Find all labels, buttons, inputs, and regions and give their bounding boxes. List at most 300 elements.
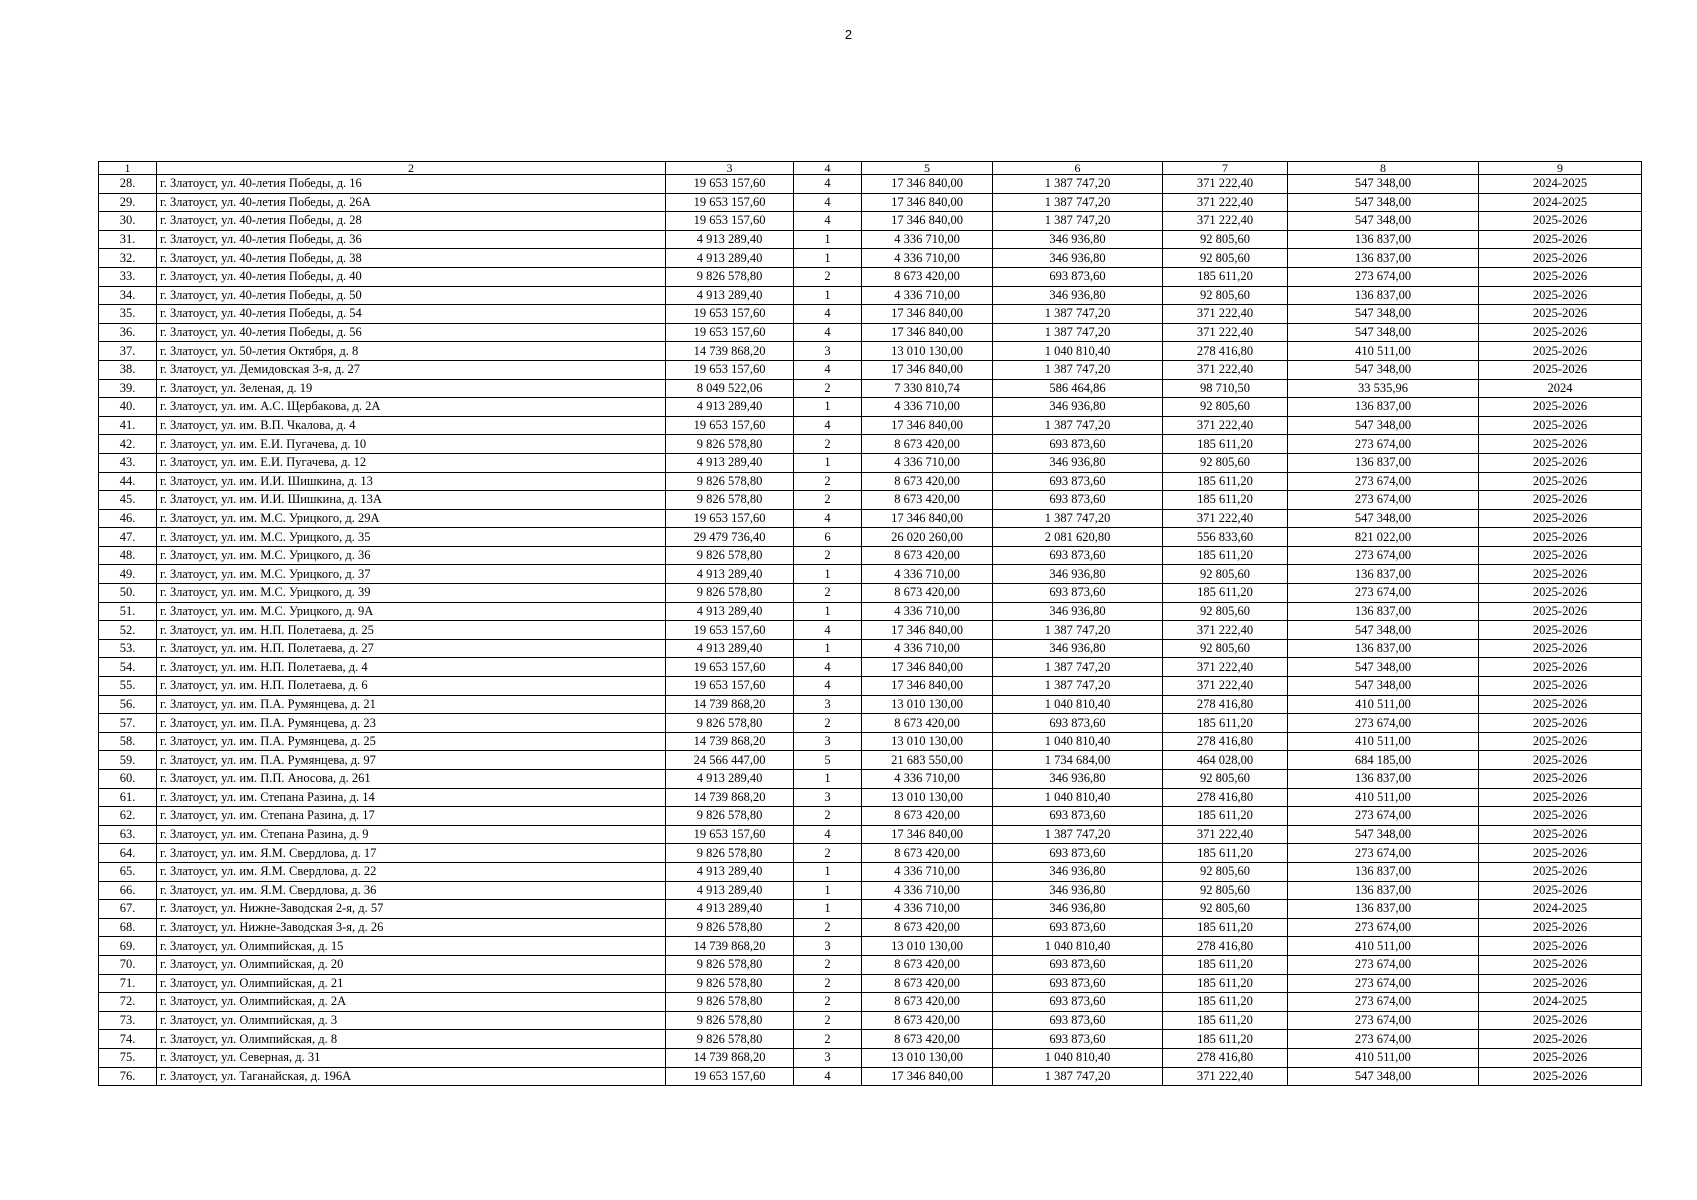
table-cell-period: 2025-2026 — [1479, 323, 1642, 342]
table-cell-period: 2025-2026 — [1479, 788, 1642, 807]
table-cell-total: 9 826 578,80 — [666, 844, 794, 863]
table-cell-main: 4 336 710,00 — [862, 453, 993, 472]
table-cell-num: 60. — [99, 770, 157, 789]
table-cell-num: 57. — [99, 714, 157, 733]
table-cell-c8: 136 837,00 — [1288, 453, 1479, 472]
table-cell-period: 2025-2026 — [1479, 955, 1642, 974]
table-cell-c6: 693 873,60 — [993, 955, 1163, 974]
table-cell-c7: 185 611,20 — [1163, 807, 1288, 826]
table-cell-addr: г. Златоуст, ул. Нижне-Заводская 2-я, д. 57 — [157, 900, 666, 919]
table-cell-addr: г. Златоуст, ул. им. В.П. Чкалова, д. 4 — [157, 416, 666, 435]
column-number-2: 2 — [157, 162, 666, 175]
table-cell-period: 2025-2026 — [1479, 584, 1642, 603]
table-cell-total: 9 826 578,80 — [666, 974, 794, 993]
table-cell-c7: 92 805,60 — [1163, 602, 1288, 621]
table-row — [99, 230, 1642, 249]
table-cell-count: 1 — [794, 881, 862, 900]
table-cell-period: 2025-2026 — [1479, 1030, 1642, 1049]
table-cell-c6: 346 936,80 — [993, 565, 1163, 584]
table-cell-period: 2025-2026 — [1479, 491, 1642, 510]
table-cell-c7: 278 416,80 — [1163, 342, 1288, 361]
table-cell-period: 2025-2026 — [1479, 416, 1642, 435]
table-cell-c7: 371 222,40 — [1163, 360, 1288, 379]
table-cell-c6: 1 387 747,20 — [993, 1067, 1163, 1086]
table-cell-addr: г. Златоуст, ул. Олимпийская, д. 20 — [157, 955, 666, 974]
table-cell-main: 8 673 420,00 — [862, 1030, 993, 1049]
table-cell-num: 35. — [99, 305, 157, 324]
table-cell-addr: г. Златоуст, ул. Олимпийская, д. 2А — [157, 993, 666, 1012]
table-cell-total: 19 653 157,60 — [666, 323, 794, 342]
table-cell-addr: г. Златоуст, ул. им. Е.И. Пугачева, д. 10 — [157, 435, 666, 454]
table-cell-addr: г. Златоуст, ул. им. Н.П. Полетаева, д. 25 — [157, 621, 666, 640]
table-cell-main: 21 683 550,00 — [862, 751, 993, 770]
table-cell-main: 4 336 710,00 — [862, 565, 993, 584]
table-cell-count: 2 — [794, 714, 862, 733]
table-cell-c8: 547 348,00 — [1288, 175, 1479, 194]
table-cell-c6: 693 873,60 — [993, 472, 1163, 491]
table-row — [99, 175, 1642, 194]
table-cell-total: 24 566 447,00 — [666, 751, 794, 770]
table-cell-total: 9 826 578,80 — [666, 807, 794, 826]
table-row — [99, 695, 1642, 714]
table-cell-main: 8 673 420,00 — [862, 584, 993, 603]
table-cell-num: 36. — [99, 323, 157, 342]
table-cell-main: 17 346 840,00 — [862, 621, 993, 640]
table-cell-num: 44. — [99, 472, 157, 491]
table-cell-total: 4 913 289,40 — [666, 230, 794, 249]
table-cell-period: 2025-2026 — [1479, 844, 1642, 863]
table-cell-num: 48. — [99, 546, 157, 565]
table-cell-c8: 273 674,00 — [1288, 955, 1479, 974]
table-row — [99, 472, 1642, 491]
table-cell-c7: 185 611,20 — [1163, 844, 1288, 863]
table-cell-num: 58. — [99, 732, 157, 751]
table-cell-main: 4 336 710,00 — [862, 639, 993, 658]
table-cell-num: 40. — [99, 398, 157, 417]
table-row — [99, 546, 1642, 565]
table-cell-count: 2 — [794, 546, 862, 565]
table-cell-main: 8 673 420,00 — [862, 807, 993, 826]
table-cell-count: 1 — [794, 900, 862, 919]
table-cell-main: 17 346 840,00 — [862, 1067, 993, 1086]
table-cell-c6: 1 040 810,40 — [993, 1048, 1163, 1067]
table-cell-count: 4 — [794, 175, 862, 194]
table-cell-total: 19 653 157,60 — [666, 509, 794, 528]
table-cell-c8: 684 185,00 — [1288, 751, 1479, 770]
table-row — [99, 528, 1642, 547]
table-cell-num: 53. — [99, 639, 157, 658]
table-cell-total: 4 913 289,40 — [666, 881, 794, 900]
table-cell-c7: 371 222,40 — [1163, 509, 1288, 528]
table-cell-addr: г. Златоуст, ул. 40-летия Победы, д. 38 — [157, 249, 666, 268]
table-cell-c7: 185 611,20 — [1163, 955, 1288, 974]
table-cell-c8: 273 674,00 — [1288, 714, 1479, 733]
table-cell-c6: 1 387 747,20 — [993, 677, 1163, 696]
table-cell-c8: 410 511,00 — [1288, 1048, 1479, 1067]
table-cell-total: 4 913 289,40 — [666, 602, 794, 621]
table-cell-c6: 693 873,60 — [993, 844, 1163, 863]
table-cell-c7: 92 805,60 — [1163, 286, 1288, 305]
table-cell-c7: 185 611,20 — [1163, 974, 1288, 993]
table-cell-c8: 273 674,00 — [1288, 584, 1479, 603]
table-cell-total: 4 913 289,40 — [666, 900, 794, 919]
table-cell-period: 2025-2026 — [1479, 249, 1642, 268]
table-cell-period: 2025-2026 — [1479, 230, 1642, 249]
table-cell-addr: г. Златоуст, ул. им. М.С. Урицкого, д. 36 — [157, 546, 666, 565]
table-cell-main: 17 346 840,00 — [862, 677, 993, 696]
table-cell-count: 1 — [794, 602, 862, 621]
table-cell-addr: г. Златоуст, ул. им. А.С. Щербакова, д. 2А — [157, 398, 666, 417]
table-cell-period: 2025-2026 — [1479, 621, 1642, 640]
table-cell-period: 2025-2026 — [1479, 658, 1642, 677]
column-number-8: 8 — [1288, 162, 1479, 175]
table-cell-c7: 185 611,20 — [1163, 993, 1288, 1012]
table-row — [99, 993, 1642, 1012]
table-cell-c8: 547 348,00 — [1288, 360, 1479, 379]
table-cell-main: 8 673 420,00 — [862, 844, 993, 863]
table-cell-num: 62. — [99, 807, 157, 826]
table-cell-addr: г. Златоуст, ул. 40-летия Победы, д. 26А — [157, 193, 666, 212]
table-cell-period: 2025-2026 — [1479, 1067, 1642, 1086]
table-cell-c8: 547 348,00 — [1288, 323, 1479, 342]
table-cell-count: 4 — [794, 1067, 862, 1086]
table-cell-c7: 92 805,60 — [1163, 565, 1288, 584]
table-cell-c8: 273 674,00 — [1288, 267, 1479, 286]
table-row — [99, 286, 1642, 305]
table-cell-num: 61. — [99, 788, 157, 807]
table-cell-count: 2 — [794, 974, 862, 993]
table-cell-c6: 346 936,80 — [993, 453, 1163, 472]
table-cell-count: 1 — [794, 286, 862, 305]
table-row — [99, 658, 1642, 677]
table-cell-c6: 1 387 747,20 — [993, 212, 1163, 231]
table-cell-c8: 33 535,96 — [1288, 379, 1479, 398]
table-cell-count: 3 — [794, 788, 862, 807]
table-cell-addr: г. Златоуст, ул. им. Н.П. Полетаева, д. 6 — [157, 677, 666, 696]
table-cell-period: 2025-2026 — [1479, 267, 1642, 286]
table-cell-count: 4 — [794, 305, 862, 324]
table-cell-total: 9 826 578,80 — [666, 546, 794, 565]
table-cell-total: 19 653 157,60 — [666, 677, 794, 696]
table-cell-c7: 92 805,60 — [1163, 862, 1288, 881]
table-cell-c8: 273 674,00 — [1288, 435, 1479, 454]
table-row — [99, 825, 1642, 844]
table-cell-count: 1 — [794, 565, 862, 584]
table-row — [99, 1067, 1642, 1086]
table-cell-c8: 273 674,00 — [1288, 807, 1479, 826]
table-cell-c6: 346 936,80 — [993, 900, 1163, 919]
table-cell-period: 2025-2026 — [1479, 937, 1642, 956]
table-cell-period: 2025-2026 — [1479, 509, 1642, 528]
table-cell-main: 17 346 840,00 — [862, 193, 993, 212]
table-cell-total: 9 826 578,80 — [666, 955, 794, 974]
table-cell-count: 1 — [794, 398, 862, 417]
table-cell-c8: 547 348,00 — [1288, 193, 1479, 212]
table-cell-addr: г. Златоуст, ул. им. М.С. Урицкого, д. 39 — [157, 584, 666, 603]
table-cell-period: 2025-2026 — [1479, 398, 1642, 417]
table-cell-total: 14 739 868,20 — [666, 342, 794, 361]
table-cell-c8: 136 837,00 — [1288, 398, 1479, 417]
table-cell-count: 1 — [794, 453, 862, 472]
table-cell-count: 2 — [794, 993, 862, 1012]
table-cell-c7: 92 805,60 — [1163, 230, 1288, 249]
table-cell-c7: 92 805,60 — [1163, 639, 1288, 658]
table-cell-c6: 693 873,60 — [993, 918, 1163, 937]
column-number-7: 7 — [1163, 162, 1288, 175]
table-cell-num: 66. — [99, 881, 157, 900]
table-cell-main: 8 673 420,00 — [862, 918, 993, 937]
table-cell-main: 4 336 710,00 — [862, 249, 993, 268]
table-row — [99, 621, 1642, 640]
table-cell-num: 52. — [99, 621, 157, 640]
table-cell-c6: 346 936,80 — [993, 398, 1163, 417]
table-cell-num: 37. — [99, 342, 157, 361]
page-number: 2 — [844, 27, 853, 42]
table-cell-c8: 410 511,00 — [1288, 788, 1479, 807]
table-cell-count: 2 — [794, 955, 862, 974]
table-cell-c6: 693 873,60 — [993, 584, 1163, 603]
table-cell-total: 19 653 157,60 — [666, 212, 794, 231]
table-cell-c6: 1 387 747,20 — [993, 323, 1163, 342]
table-cell-num: 70. — [99, 955, 157, 974]
table-cell-count: 3 — [794, 342, 862, 361]
table-cell-c8: 136 837,00 — [1288, 602, 1479, 621]
table-cell-count: 2 — [794, 267, 862, 286]
table-cell-period: 2025-2026 — [1479, 305, 1642, 324]
table-cell-period: 2024 — [1479, 379, 1642, 398]
table-cell-count: 3 — [794, 937, 862, 956]
table-cell-c7: 185 611,20 — [1163, 714, 1288, 733]
table-cell-c6: 693 873,60 — [993, 267, 1163, 286]
table-cell-addr: г. Златоуст, ул. Олимпийская, д. 21 — [157, 974, 666, 993]
table-row — [99, 639, 1642, 658]
table-cell-total: 19 653 157,60 — [666, 175, 794, 194]
table-cell-total: 14 739 868,20 — [666, 695, 794, 714]
table-cell-c6: 1 387 747,20 — [993, 509, 1163, 528]
table-cell-period: 2024-2025 — [1479, 175, 1642, 194]
table-cell-c7: 278 416,80 — [1163, 695, 1288, 714]
table-cell-main: 4 336 710,00 — [862, 602, 993, 621]
table-row — [99, 249, 1642, 268]
table-row — [99, 602, 1642, 621]
table-cell-total: 19 653 157,60 — [666, 621, 794, 640]
table-cell-addr: г. Златоуст, ул. им. Я.М. Свердлова, д. 22 — [157, 862, 666, 881]
table-cell-c7: 185 611,20 — [1163, 267, 1288, 286]
table-row — [99, 416, 1642, 435]
table-cell-count: 2 — [794, 918, 862, 937]
table-cell-addr: г. Златоуст, ул. 50-летия Октября, д. 8 — [157, 342, 666, 361]
table-cell-c8: 136 837,00 — [1288, 770, 1479, 789]
table-cell-num: 75. — [99, 1048, 157, 1067]
table-cell-addr: г. Златоуст, ул. им. Я.М. Свердлова, д. 17 — [157, 844, 666, 863]
table-cell-c7: 185 611,20 — [1163, 1030, 1288, 1049]
table-cell-c7: 371 222,40 — [1163, 658, 1288, 677]
table-cell-c7: 371 222,40 — [1163, 677, 1288, 696]
table-cell-period: 2025-2026 — [1479, 770, 1642, 789]
table-cell-addr: г. Златоуст, ул. им. М.С. Урицкого, д. 35 — [157, 528, 666, 547]
table-cell-num: 34. — [99, 286, 157, 305]
table-row — [99, 732, 1642, 751]
table-cell-period: 2025-2026 — [1479, 881, 1642, 900]
table-row — [99, 565, 1642, 584]
table-cell-c7: 371 222,40 — [1163, 175, 1288, 194]
table-cell-addr: г. Златоуст, ул. 40-летия Победы, д. 28 — [157, 212, 666, 231]
table-cell-period: 2025-2026 — [1479, 714, 1642, 733]
table-cell-c8: 273 674,00 — [1288, 993, 1479, 1012]
table-cell-count: 1 — [794, 230, 862, 249]
table-cell-count: 2 — [794, 1030, 862, 1049]
table-cell-period: 2025-2026 — [1479, 825, 1642, 844]
table-cell-addr: г. Златоуст, ул. 40-летия Победы, д. 54 — [157, 305, 666, 324]
table-cell-c6: 346 936,80 — [993, 639, 1163, 658]
table-cell-addr: г. Златоуст, ул. 40-летия Победы, д. 50 — [157, 286, 666, 305]
table-cell-c7: 371 222,40 — [1163, 416, 1288, 435]
table-cell-c7: 185 611,20 — [1163, 918, 1288, 937]
table-cell-num: 55. — [99, 677, 157, 696]
table-row — [99, 751, 1642, 770]
table-cell-count: 1 — [794, 249, 862, 268]
table-cell-c7: 185 611,20 — [1163, 1011, 1288, 1030]
table-cell-c8: 410 511,00 — [1288, 342, 1479, 361]
table-cell-count: 4 — [794, 193, 862, 212]
table-cell-c7: 185 611,20 — [1163, 546, 1288, 565]
table-row — [99, 584, 1642, 603]
table-cell-period: 2025-2026 — [1479, 602, 1642, 621]
table-cell-c7: 185 611,20 — [1163, 435, 1288, 454]
table-cell-total: 9 826 578,80 — [666, 1030, 794, 1049]
table-cell-count: 4 — [794, 416, 862, 435]
table-cell-count: 1 — [794, 862, 862, 881]
table-cell-num: 74. — [99, 1030, 157, 1049]
table-cell-count: 4 — [794, 658, 862, 677]
table-cell-c7: 185 611,20 — [1163, 584, 1288, 603]
table-cell-main: 13 010 130,00 — [862, 695, 993, 714]
table-cell-main: 13 010 130,00 — [862, 788, 993, 807]
table-cell-c8: 273 674,00 — [1288, 1030, 1479, 1049]
table-row — [99, 379, 1642, 398]
table-cell-period: 2024-2025 — [1479, 193, 1642, 212]
table-cell-period: 2025-2026 — [1479, 639, 1642, 658]
table-cell-main: 13 010 130,00 — [862, 732, 993, 751]
table-cell-total: 4 913 289,40 — [666, 286, 794, 305]
table-cell-count: 4 — [794, 825, 862, 844]
column-number-5: 5 — [862, 162, 993, 175]
table-row — [99, 862, 1642, 881]
table-cell-main: 13 010 130,00 — [862, 1048, 993, 1067]
table-cell-num: 32. — [99, 249, 157, 268]
table-cell-c8: 547 348,00 — [1288, 825, 1479, 844]
table-cell-c8: 410 511,00 — [1288, 937, 1479, 956]
table-cell-count: 4 — [794, 677, 862, 696]
table-cell-main: 4 336 710,00 — [862, 398, 993, 417]
table-row — [99, 453, 1642, 472]
table-cell-num: 54. — [99, 658, 157, 677]
table-cell-addr: г. Златоуст, ул. им. Степана Разина, д. 9 — [157, 825, 666, 844]
table-cell-addr: г. Златоуст, ул. им. М.С. Урицкого, д. 9А — [157, 602, 666, 621]
table-cell-main: 8 673 420,00 — [862, 714, 993, 733]
table-row — [99, 881, 1642, 900]
table-cell-c7: 278 416,80 — [1163, 1048, 1288, 1067]
table-cell-total: 29 479 736,40 — [666, 528, 794, 547]
table-cell-num: 38. — [99, 360, 157, 379]
table-cell-addr: г. Златоуст, ул. им. Я.М. Свердлова, д. 36 — [157, 881, 666, 900]
table-cell-main: 4 336 710,00 — [862, 900, 993, 919]
table-cell-c8: 410 511,00 — [1288, 732, 1479, 751]
table-cell-main: 17 346 840,00 — [862, 825, 993, 844]
table-cell-c7: 464 028,00 — [1163, 751, 1288, 770]
table-cell-c7: 371 222,40 — [1163, 212, 1288, 231]
table-row — [99, 193, 1642, 212]
table-cell-c6: 1 387 747,20 — [993, 360, 1163, 379]
table-cell-addr: г. Златоуст, ул. им. И.И. Шишкина, д. 13 — [157, 472, 666, 491]
table-cell-c6: 1 040 810,40 — [993, 788, 1163, 807]
table-cell-main: 17 346 840,00 — [862, 416, 993, 435]
table-row — [99, 360, 1642, 379]
table-cell-count: 2 — [794, 844, 862, 863]
table-cell-count: 2 — [794, 435, 862, 454]
table-cell-num: 76. — [99, 1067, 157, 1086]
table-cell-c8: 273 674,00 — [1288, 974, 1479, 993]
table-cell-addr: г. Златоуст, ул. им. П.А. Румянцева, д. 25 — [157, 732, 666, 751]
table-cell-main: 13 010 130,00 — [862, 937, 993, 956]
table-cell-c6: 346 936,80 — [993, 862, 1163, 881]
table-cell-num: 31. — [99, 230, 157, 249]
table-cell-period: 2025-2026 — [1479, 360, 1642, 379]
table-cell-c8: 547 348,00 — [1288, 1067, 1479, 1086]
table-cell-main: 17 346 840,00 — [862, 509, 993, 528]
table-cell-main: 17 346 840,00 — [862, 212, 993, 231]
table-cell-num: 64. — [99, 844, 157, 863]
table-cell-c6: 1 040 810,40 — [993, 937, 1163, 956]
column-number-9: 9 — [1479, 162, 1642, 175]
table-cell-main: 8 673 420,00 — [862, 267, 993, 286]
table-cell-num: 69. — [99, 937, 157, 956]
table-cell-num: 50. — [99, 584, 157, 603]
table-cell-num: 49. — [99, 565, 157, 584]
table-cell-period: 2024-2025 — [1479, 900, 1642, 919]
table-cell-addr: г. Златоуст, ул. Зеленая, д. 19 — [157, 379, 666, 398]
table-cell-main: 8 673 420,00 — [862, 974, 993, 993]
table-cell-period: 2025-2026 — [1479, 695, 1642, 714]
table-cell-total: 4 913 289,40 — [666, 770, 794, 789]
column-number-6: 6 — [993, 162, 1163, 175]
table-cell-total: 4 913 289,40 — [666, 565, 794, 584]
table-row — [99, 1011, 1642, 1030]
table-cell-num: 30. — [99, 212, 157, 231]
table-row — [99, 844, 1642, 863]
table-cell-addr: г. Златоуст, ул. им. Степана Разина, д. 17 — [157, 807, 666, 826]
table-cell-c7: 371 222,40 — [1163, 621, 1288, 640]
table-cell-c7: 92 805,60 — [1163, 900, 1288, 919]
table-cell-period: 2025-2026 — [1479, 546, 1642, 565]
table-cell-period: 2025-2026 — [1479, 1048, 1642, 1067]
table-cell-count: 3 — [794, 695, 862, 714]
table-cell-num: 65. — [99, 862, 157, 881]
table-cell-main: 17 346 840,00 — [862, 323, 993, 342]
table-cell-c7: 92 805,60 — [1163, 453, 1288, 472]
table-cell-total: 4 913 289,40 — [666, 862, 794, 881]
table-row — [99, 788, 1642, 807]
table-cell-c7: 185 611,20 — [1163, 472, 1288, 491]
table-cell-total: 19 653 157,60 — [666, 658, 794, 677]
table-cell-count: 6 — [794, 528, 862, 547]
table-cell-count: 1 — [794, 770, 862, 789]
table-cell-total: 9 826 578,80 — [666, 714, 794, 733]
table-cell-c6: 693 873,60 — [993, 435, 1163, 454]
table-cell-main: 8 673 420,00 — [862, 546, 993, 565]
table-cell-main: 17 346 840,00 — [862, 658, 993, 677]
table-cell-c8: 547 348,00 — [1288, 658, 1479, 677]
